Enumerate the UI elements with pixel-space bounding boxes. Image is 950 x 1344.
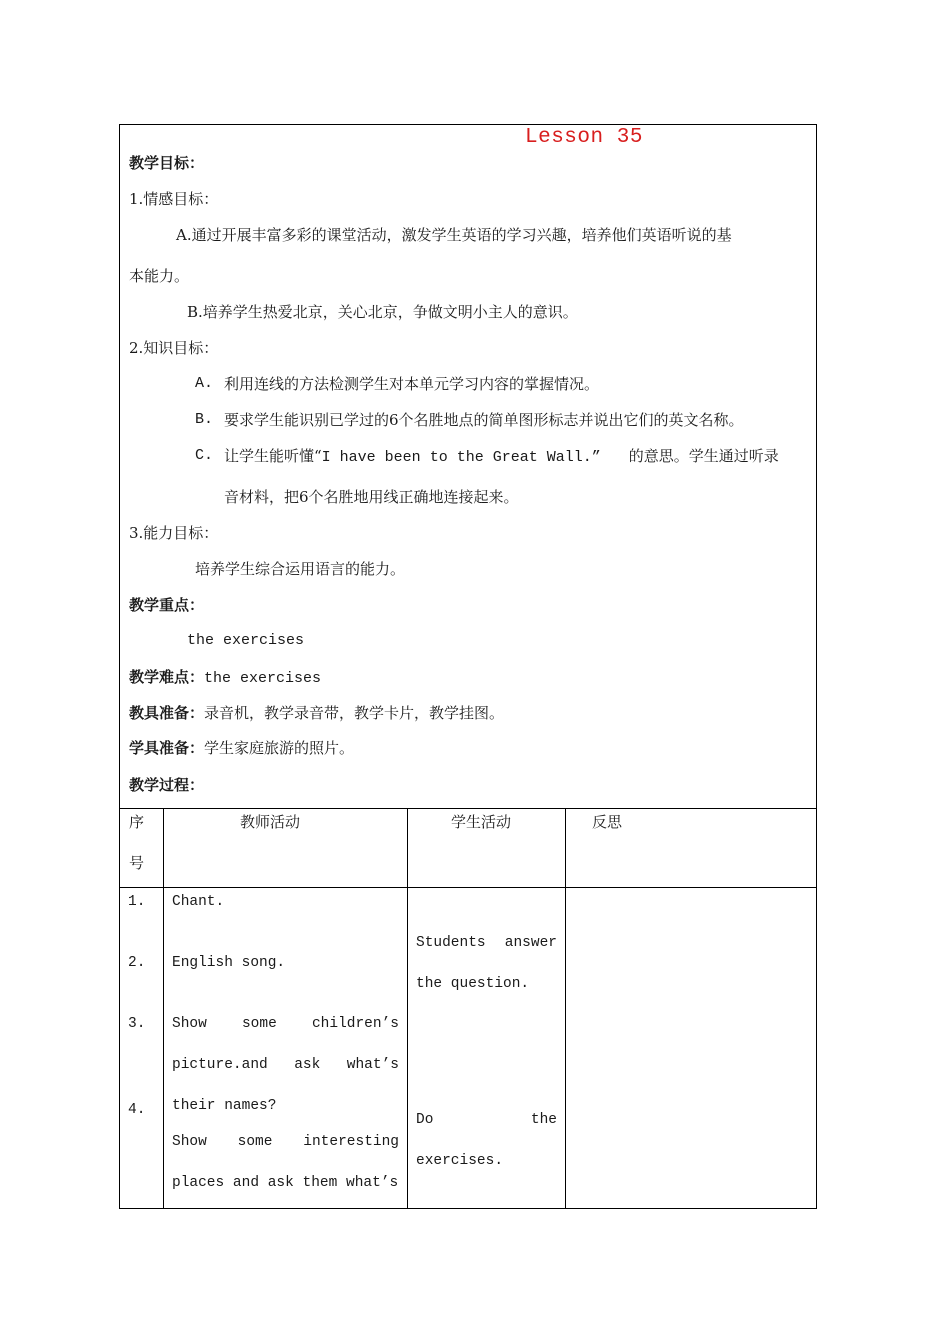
difficulties-line: [129, 667, 321, 689]
student-answer-line1: [416, 933, 557, 953]
teacher-show2-line2: places and ask them what’s: [172, 1175, 399, 1191]
word: children’s: [311, 1016, 399, 1032]
word: some: [237, 1134, 273, 1150]
word: some: [241, 1016, 277, 1032]
ability-text: 培养学生综合运用语言的能力。: [195, 560, 406, 578]
table-col-divider: [407, 808, 408, 1209]
teacher-chant: Chant.: [172, 894, 225, 910]
emotional-a-line2: 本能力。: [129, 267, 190, 285]
knowledge-c-en: I have been to the Great Wall.”: [321, 449, 601, 466]
header-seq-top: 序: [129, 813, 145, 831]
knowledge-c-pre: 让学生能听懂“: [224, 447, 322, 465]
knowledge-c-line2: 音材料，把6个名胜地用线正确地连接起来。: [224, 488, 519, 506]
emotional-a-line1: A.通过开展丰富多彩的课堂活动，激发学生英语的学习兴趣，培养他们英语听说的基: [176, 226, 732, 244]
word: Show: [172, 1134, 207, 1150]
knowledge-heading: 2.知识目标：: [129, 339, 219, 357]
knowledge-c-line1: [224, 446, 779, 468]
key-points-value: the exercises: [187, 632, 305, 649]
difficulties-label: 教学难点：: [129, 668, 205, 686]
header-teacher: 教师活动: [240, 813, 301, 831]
key-points-label: 教学重点：: [129, 596, 205, 614]
knowledge-a-text: 利用连线的方法检测学生对本单元学习内容的掌握情况。: [224, 375, 600, 393]
student-do-line1: [416, 1110, 557, 1130]
word: picture.and: [172, 1057, 268, 1073]
teacher-show1-line1: [172, 1014, 399, 1034]
row-number: 1.: [128, 894, 146, 910]
learning-aids-label: 学具准备：: [129, 739, 205, 757]
word: Do: [416, 1112, 434, 1128]
ability-heading: 3.能力目标：: [129, 524, 219, 542]
header-reflection: 反思: [592, 813, 623, 831]
emotional-heading: 1.情感目标：: [129, 190, 219, 208]
student-do-line2: exercises.: [416, 1153, 504, 1169]
learning-aids-value: 学生家庭旅游的照片。: [204, 739, 355, 757]
teacher-song: English song.: [172, 955, 286, 971]
table-header-border: [119, 887, 817, 888]
knowledge-a-label: A.: [195, 375, 214, 392]
row-number: 4.: [128, 1102, 146, 1118]
row-number: 3.: [128, 1016, 146, 1032]
teacher-show1-line3: their names?: [172, 1098, 277, 1114]
word: ask: [294, 1057, 321, 1073]
table-col-divider: [565, 808, 566, 1209]
lesson-title: Lesson 35: [525, 126, 643, 149]
header-student: 学生活动: [451, 813, 512, 831]
knowledge-c-label: C.: [195, 447, 214, 464]
process-heading: 教学过程：: [129, 776, 205, 794]
teaching-aids-value: 录音机，教学录音带，教学卡片，教学挂图。: [204, 704, 505, 722]
word: Students: [416, 935, 486, 951]
emotional-b: B.培养学生热爱北京，关心北京，争做文明小主人的意识。: [187, 303, 578, 321]
objectives-heading: 教学目标：: [129, 154, 205, 172]
knowledge-c-post: 的意思。学生通过听录: [628, 447, 779, 465]
difficulties-value: the exercises: [204, 670, 322, 687]
word: the: [530, 1112, 557, 1128]
word: answer: [504, 935, 557, 951]
knowledge-b-label: B.: [195, 411, 214, 428]
word: what’s: [346, 1057, 399, 1073]
row-number: 2.: [128, 955, 146, 971]
knowledge-b-text: 要求学生能识别已学过的6个名胜地点的简单图形标志并说出它们的英文名称。: [224, 411, 744, 429]
teaching-aids-line: [129, 703, 504, 723]
word: interesting: [303, 1134, 399, 1150]
table-col-divider: [163, 808, 164, 1209]
teacher-show1-line2: [172, 1055, 399, 1075]
header-seq-bottom: 号: [129, 854, 145, 872]
learning-aids-line: [129, 738, 354, 758]
teaching-aids-label: 教具准备：: [129, 704, 205, 722]
student-answer-line2: the question.: [416, 976, 530, 992]
teacher-show2-line1: [172, 1132, 399, 1152]
word: Show: [172, 1016, 207, 1032]
table-top-border: [119, 808, 817, 809]
